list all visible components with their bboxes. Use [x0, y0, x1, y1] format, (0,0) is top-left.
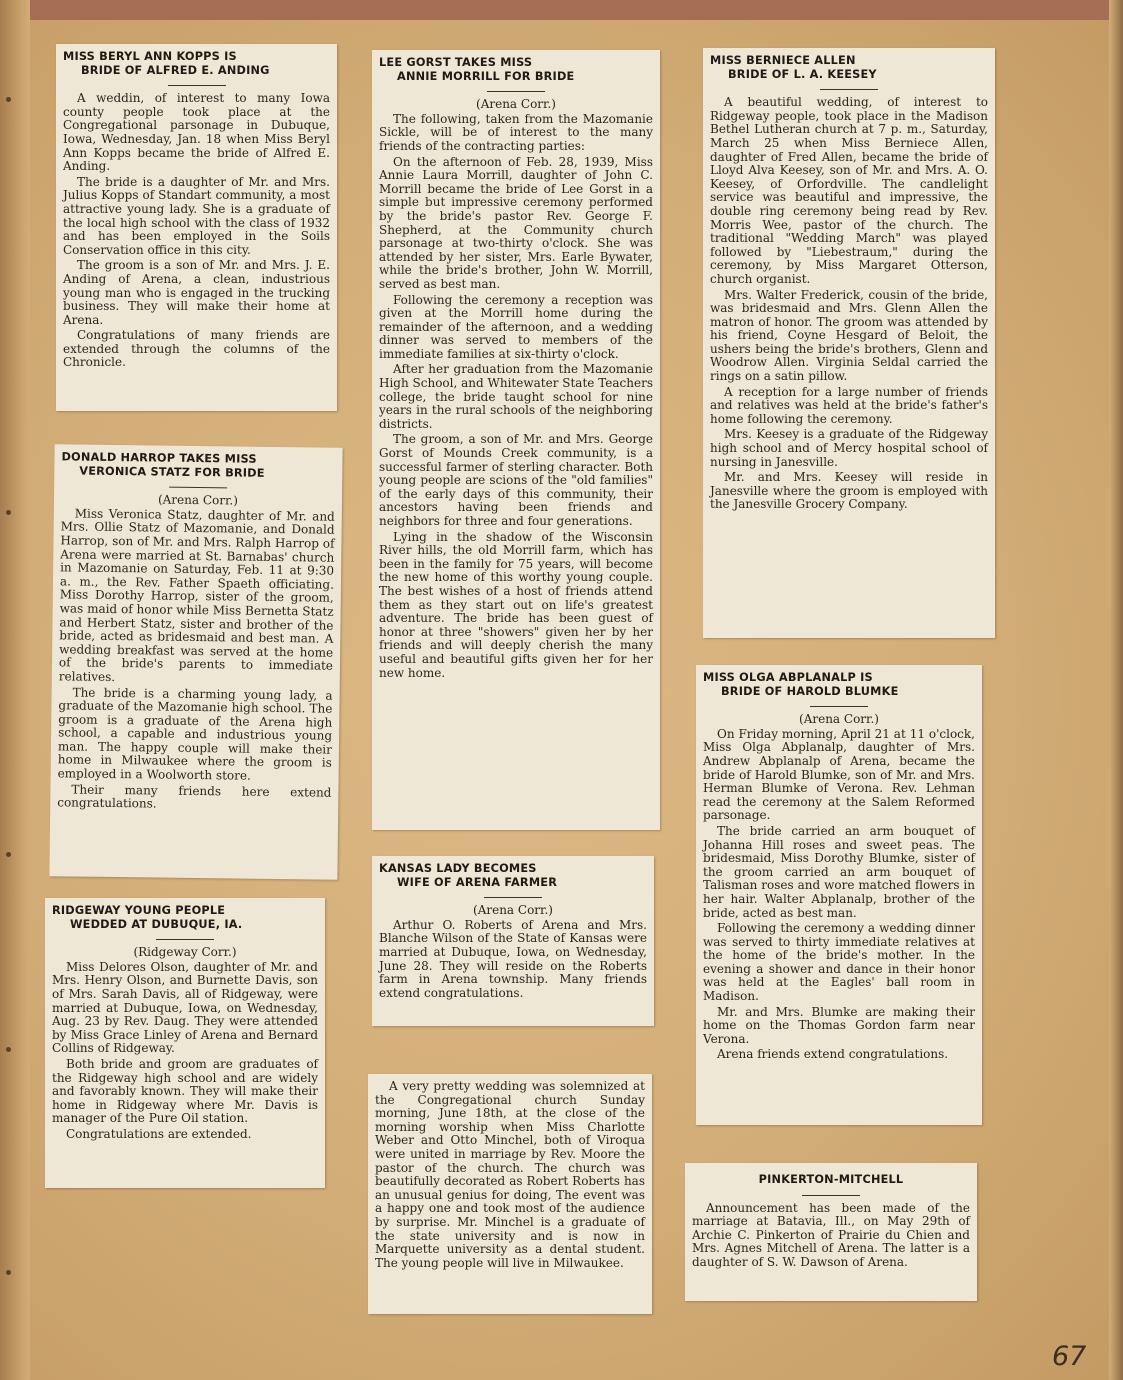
divider-rule: [810, 706, 868, 707]
clipping-headline: [710, 54, 988, 81]
clipping-abplanalp-blumke: [696, 665, 982, 1125]
paragraph: Miss Delores Olson, daughter of Mr. and Mrs. Henry Olson, and Burnette Davis, son of Mrs. Sarah Davis, all of Ridgeway, were married at Dubuque, Iowa, on Wednesday, Aug. 23 by Rev. Daug. They were attended by Miss Grace Linley of Arena and Bernard Collins of Ridgeway.: [52, 959, 318, 1056]
headline-line-2: WEDDED AT DUBUQUE, IA.: [70, 917, 243, 931]
headline-line-2: BRIDE OF ALFRED E. ANDING: [81, 63, 270, 77]
paragraph: Both bride and groom are graduates of the Ridgeway high school and are widely and favorably known. They will make their home in Ridgeway where Mr. Davis is manager of the Pure Oil station.: [52, 1056, 318, 1126]
clipping-headline: PINKERTON-MITCHELL: [758, 1173, 904, 1186]
clipping-roberts-wilson: [372, 856, 654, 1026]
headline-line-1: RIDGEWAY YOUNG PEOPLE: [52, 904, 226, 917]
binding-hole: [6, 1270, 11, 1275]
paragraph: The following, taken from the Mazomanie Sickle, will be of interest to the many friends of the contracting parties:: [379, 111, 653, 153]
clipping-weber-minchel: [368, 1074, 652, 1314]
binding-hole: [6, 852, 11, 857]
paragraph: Arthur O. Roberts of Arena and Mrs. Blanche Wilson of the State of Kansas were married at Dubuque, Iowa, on Wednesday, June 28. They will reside on the Roberts farm in Arena township. Many friends extend congratulations.: [379, 917, 647, 1000]
right-page-edge: [1109, 0, 1123, 1380]
paragraph: Congratulations of many friends are extended through the columns of the Chronicle.: [63, 328, 330, 370]
paragraph: Congratulations are extended.: [66, 1126, 252, 1141]
headline-line-1: MISS OLGA ABPLANALP IS: [703, 671, 873, 684]
paragraph: On the afternoon of Feb. 28, 1939, Miss Annie Laura Morrill, daughter of John C. Morrill became the bride of Lee Gorst in a simple but impressive ceremony performed by the bride's pastor Rev. George F. Shepherd, at the Community church parsonage at two-thirty o'clock. She was attended by her sister, Mrs. Earle Bywater, while the bride's brother, John W. Morrill, served as best man.: [379, 154, 653, 291]
correspondent-line: (Arena Corr.): [157, 492, 239, 508]
divider-rule: [169, 487, 227, 489]
paragraph: The groom, a son of Mr. and Mrs. George Gorst of Mounds Creek community, is a successful farmer of sterling character. Both young people are scions of the "old families" of the early days of this community, their ancestors having been friends and neighbors for three and four generations.: [379, 432, 653, 528]
headline-line-2: BRIDE OF HAROLD BLUMKE: [721, 684, 899, 698]
paragraph: On Friday morning, April 21 at 11 o'clock, Miss Olga Abplanalp, daughter of Mrs. Andrew Abplanalp of Arena, became the bride of Harold Blumke, son of Mr. and Mrs. Herman Blumke of Verona. Rev. Lehman read the ceremony at the Salem Reformed parsonage.: [703, 726, 975, 823]
clipping-headline: [52, 904, 318, 931]
clipping-harrop-statz: [49, 444, 342, 879]
binding-hole: [6, 97, 11, 102]
clipping-gorst-morrill: [372, 50, 660, 830]
headline-line-1: DONALD HARROP TAKES MISS: [61, 450, 257, 466]
headline-line-2: BRIDE OF L. A. KEESEY: [728, 67, 877, 81]
clipping-olson-davis: [45, 898, 325, 1188]
paragraph: The bride carried an arm bouquet of Johanna Hill roses and sweet peas. The bridesmaid, Miss Dorothy Blumke, sister of the groom carried an arm bouquet of Talisman roses and wore matched flowers in her hair. Walter Abplanalp, brother of the bride, acted as best man.: [703, 823, 975, 920]
paragraph: Following the ceremony a wedding dinner was served to thirty immediate relatives at the home of the bride's mother. In the evening a shower and dance in their honor was held at the Eagles' ball room in Madison.: [703, 921, 975, 1004]
headline-line-1: LEE GORST TAKES MISS: [379, 56, 533, 69]
paragraph: A very pretty wedding was solemnized at the Congregational church Sunday morning, June 18th, at the close of the morning worship when Miss Charlotte Weber and Otto Minchel, both of Viroqua were united in marriage by Rev. Moore the pastor of the church. The church was beautifully decorated as Robert Roberts has an unusual genius for doing, The event was a happy one and took most of the audience by surprise. Mr. Minchel is a graduate of the state university and is now in Marquette university as a dental student. The young people will live in Milwaukee.: [375, 1079, 645, 1270]
binding-hole: [6, 510, 11, 515]
correspondent-line: (Ridgeway Corr.): [133, 945, 237, 960]
divider-rule: [156, 939, 214, 940]
paragraph: Mrs. Keesey is a graduate of the Ridgeway high school and of Mercy hospital school of nursing in Janesville.: [710, 427, 988, 469]
correspondent-line: (Arena Corr.): [473, 903, 553, 918]
top-edge: [0, 0, 1123, 20]
page-binding: [0, 0, 30, 1380]
paragraph: Arena friends extend congratulations.: [717, 1047, 949, 1062]
headline-line-1: MISS BERYL ANN KOPPS IS: [63, 50, 237, 63]
clipping-allen-keesey: [703, 48, 995, 638]
headline-line-2: WIFE OF ARENA FARMER: [397, 875, 558, 889]
clipping-kopps-anding: [56, 44, 337, 411]
paragraph: After her graduation from the Mazomanie High School, and Whitewater State Teachers college, the bride taught school for nine years in the rural schools of the neighboring districts.: [379, 362, 653, 431]
paragraph: Miss Veronica Statz, daughter of Mr. and Mrs. Ollie Statz of Mazomanie, and Donald Harrop, son of Mr. and Mrs. Ralph Harrop of Arena were married at St. Barnabas' church in Mazomanie on Saturday, Feb. 11 at 9:30 a. m., the Rev. Father Spaeth officiating. Miss Dorothy Harrop, sister of the groom, was maid of honor while Miss Bernetta Statz and Herbert Statz, sister and brother of the bride, acted as bridesmaid and best man. A wedding breakfast was served at the home of the bride's parents to immediate relatives.: [58, 506, 335, 684]
paragraph: Lying in the shadow of the Wisconsin River hills, the old Morrill farm, which has been in the family for 75 years, will become the new home of this worthy young couple. The best wishes of a host of friends attend them as they start out on life's greatest adventure. The bride has been guest of honor at three "showers" given her by her friends and will deeply cherish the many useful and beautiful gifts given her for her new home.: [379, 529, 653, 680]
paragraph: A reception for a large number of friends and relatives was held at the bride's father's home following the ceremony.: [710, 384, 988, 426]
headline-line-2: ANNIE MORRILL FOR BRIDE: [397, 69, 575, 83]
binding-hole: [6, 1047, 11, 1052]
paragraph: Mr. and Mrs. Keesey will reside in Janesville where the groom is employed with the Janesville Grocery Company.: [710, 470, 988, 512]
page-number: 67: [1052, 1341, 1087, 1372]
paragraph: The bride is a daughter of Mr. and Mrs. Julius Kopps of Standart community, a most attractive young lady. She is a graduate of the local high school with the class of 1932 and has been employed in the Soils Conservation office in this city.: [63, 174, 330, 257]
correspondent-line: (Arena Corr.): [799, 712, 879, 727]
headline-line-1: MISS BERNIECE ALLEN: [710, 54, 856, 67]
paragraph: The bride is a charming young lady, a graduate of the Mazomanie high school. The groom is a graduate of the Arena high school, a capable and industrious young man. The happy couple will make their home in Milwaukee where the groom is employed in a Woolworth store.: [57, 684, 333, 783]
clipping-headline: [63, 50, 330, 77]
divider-rule: [487, 91, 545, 92]
divider-rule: [802, 1195, 860, 1196]
headline-line-2: VERONICA STATZ FOR BRIDE: [79, 464, 265, 480]
paragraph: A beautiful wedding, of interest to Ridgeway people, took place in the Madison Bethel Lutheran church at 7 p. m., Saturday, March 25 when Miss Berniece Allen, daughter of Fred Allen, became the bride of Lloyd Alva Keesey, son of Mr. and Mrs. A. O. Keesey, of Orfordville. The candlelight service was beautiful and impressive, the double ring ceremony being read by Rev. Morris Wee, pastor of the church. The traditional "Wedding March" was played followed by "Liebestraum," during the ceremony, by Miss Margaret Otterson, church organist.: [710, 95, 988, 286]
paragraph: Mr. and Mrs. Blumke are making their home on the Thomas Gordon farm near Verona.: [703, 1004, 975, 1046]
divider-rule: [168, 85, 226, 86]
clipping-pinkerton-mitchell: [685, 1163, 977, 1301]
headline-line-1: KANSAS LADY BECOMES: [379, 862, 537, 875]
correspondent-line: (Arena Corr.): [476, 97, 556, 112]
clipping-headline: [61, 450, 335, 481]
paragraph: Announcement has been made of the marriage at Batavia, Ill., on May 29th of Archie C. Pinkerton of Prairie du Chien and Mrs. Agnes Mitchell of Arena. The latter is a daughter of S. W. Dawson of Arena.: [692, 1200, 970, 1269]
divider-rule: [484, 897, 542, 898]
paragraph: Their many friends here extend congratulations.: [57, 782, 332, 811]
paragraph: Mrs. Walter Frederick, cousin of the bride, was bridesmaid and Mrs. Glenn Allen the matron of honor. The groom was attended by his friend, Coyne Hesgard of Beloit, the ushers being the bride's brothers, Glenn and Woodrow Allen. Virginia Seldal carried the rings on a satin pillow.: [710, 287, 988, 384]
clipping-headline: [703, 671, 975, 698]
clipping-headline: [379, 56, 653, 83]
paragraph: The groom is a son of Mr. and Mrs. J. E. Anding of Arena, a clean, industrious young man who is engaged in the trucking business. They will make their home at Arena.: [63, 258, 330, 327]
divider-rule: [820, 89, 878, 90]
paragraph: Following the ceremony a reception was given at the Morrill home during the remainder of the afternoon, and a wedding dinner was served to members of the immediate families at six-thirty o'clock.: [379, 292, 653, 361]
clipping-headline: [379, 862, 647, 889]
paragraph: A weddin, of interest to many Iowa county people took place at the Congregational parsonage in Dubuque, Iowa, Wednesday, Jan. 18 when Miss Beryl Ann Kopps became the bride of Alfred E. Anding.: [63, 91, 330, 174]
